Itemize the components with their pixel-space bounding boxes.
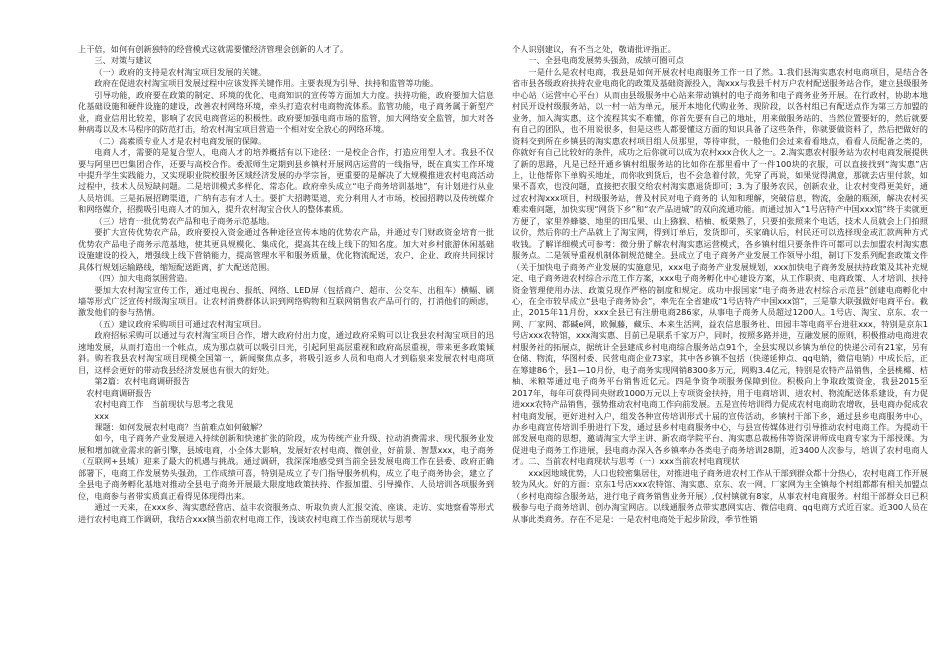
paragraph: 一、全县电商发展势头强劲，成绩可圈可点 <box>528 55 684 66</box>
paragraph: 政府招标采购可以通过与农村淘宝项目合作，增大政府付出力度，通过政府采购可以让我县农村淘宝项目的迅速地发展，从而打造出一个帐点，成为那点就可以吸引日光，引起阿里高层重视和政府高层重视，带来更多政策倾斜。购若我县农村淘宝项目现模全国第一，新闻聚焦点多，将吸引返乡人员和电商人才到临泉来发展农村电商项目，这样会更好的带动我县经济发展也有很大的好处。 <box>78 330 494 375</box>
right-column <box>512 44 928 672</box>
paragraph: 农村电商工作 当前现状与思考之我见 <box>78 399 234 410</box>
paragraph: 三、对策与建议 <box>94 55 152 66</box>
paragraph: 个人识别建议，有不当之处，敬请批评指正。 <box>512 44 676 54</box>
paragraph: 要扩大宣传优势农产品，政府要投入资金通过各种途径宣传本地的优势农产品，并通过专门财政资金培育一批优势农产品电子商务示范基地，使其更具规模化、集成化，提高其在线上线下的知名度。加大对乡村旅游休闲基础设施建设的投入，增强线上线下营销能力，提高管理水平和服务质量，优化物流配送，农户、企业、政府共同探讨具体行规划运输路线，缩短配送距离，扩大配送范围。 <box>78 227 494 272</box>
paragraph: 电商人才，需要的是复合型人，电商人才的培养概括有以下途径：一是校企合作，打造应用型人才。我县不仅要与阿里巴巴集团合作，还要与高校合作。委派师生定期到县乡镇村开展网店运营的一线指导，既在真实工作环境中提升学生实践能力，又实现职业院校服务区域经济发展的办学宗旨，更重要的是解决了大规模推进农村电商活动过程中，技术人员短缺问题。二是培训模式多样化、常态化。政府牵头成立“电子商务培训基地”，有计划进行从业人员培训。三是拓展招聘渠道，广纳有志有才人士。要扩大招聘渠道，充分利用人才市场，校园招聘以及传统媒介和网络媒介，招揽吸引电商人才的加入，提升农村淘宝合伙人的整体素质。 <box>78 147 494 215</box>
paragraph: 第2篇：农村电商调研报告 <box>78 376 190 387</box>
paragraph: （一）政府的支持是农村淘宝项目发展的关键。 <box>94 66 267 77</box>
paragraph: 如今，电子商务产业发展进入持续创新和快速扩张的阶段，成为传统产业升级、拉动消费需求、现代服务业发展和增加就业需求的新引擎，县域电商，小全体大影响，发展好农村电商、微创业，好前景、智慧xxx，电子商务（互联网+县域）迎来了最大的机遇与挑战。通过调研，我深深地感受到当前全县发展电商工作在县委、政府正确部署下，电商工作发展势头强劲，工作成绩可喜，特别是成立了专门指导服务机构，成立了电子商务协会，建立了全县电子商务孵化基地对推动全县电子商务开展最大限度地政策扶持、作报加盟、引导操作、人员培训各项服务到位，电商参与者带实质真正看得见体现得出来。 <box>78 433 494 501</box>
left-column <box>78 44 494 672</box>
paragraph: （五）建议政府采购项目可通过农村淘宝项目。 <box>94 318 267 329</box>
paragraph: 引导功能，政府要在政策的制定、环境的优化、电商知识的宣传等方面加大力度。扶持功能，政府要加大信息化基础设施和硬件设施的建设，改善农村网络环境，牵头打造农村电商物流体系。监管功能，电子商务属于新型产业，商业信用比较差，影响了农民电商营运的积极性。政府要加强电商市场的监管，加大网络安全监管，加大对各种病毒以及木马程序的防范打击，给农村淘宝项目营造一个相对安全放心的网络环境。 <box>78 89 494 135</box>
paragraph: xxx因地域优势，人口也较密集居住，对推进电子商务进农村工作从干部到群众都十分热心，农村电商工作开展较为风火。好的方面：京东1号店xxx农特馆、淘实惠、京东、农一网、厂家网为主全镇每个村组都都有相关加盟点（乡村电商综合服务站，进行电子商务销售业务开展）,仅村镇就有8家，从事农村电商服务。村组干部群众日已积极参与电子商务培训、创办淘宝网店。以线通服务点带实惠网实店、微信电商、qq电商方式近百家。近300人员在从事此类商务。存在不足是：一是农村电商处于起步阶段，季节性销 <box>512 467 928 524</box>
paragraph: 政府在促进农村淘宝项目发展过程中应该发挥关键作用。主要表现为引导、扶持和监管等功能。 <box>94 78 439 89</box>
paragraph: 一是什么是农村电商，我县是如何开展农村电商服务工作一日了然。1.我们县淘实惠农村电商项目，是结合各省市县各级政府扶持农业电商化的政策及基础资源投入，淘xxx与我县千村万户农村配送服务站合作，建立县级服务中心站（运营中心平台）从而由县级服务中心站来带动镇村的电子商务和电子商务业务开展。在行政村，协助本地村民开设村级服务站，以一村一站为单元，展开本地化代购业务、现阶段，以各村组已有配送点作为第三方加盟的业务，加入淘实惠，这个流程其实不难懂，你首先要有自己的地址，用来做服务站的、当然位置要好的，然后就要有自己的团队，也不用说很多，但是这些人都要懂这方面的知识具备了这些条件，你就要做资料了，然后把做好的资料交到所在乡镇县的淘实惠农村项目组人员那里，等待审批，一般他们会过来看看地点，看看人员配备之类的，你就好有自己比较好的条件，成功之后你就可以成为农村xxx合伙人之一。2.淘实惠农村服务站为农村电商发展提供了新的思路，凡是已经开通乡镇村组服务站的比如你在那里看中了一件100块的衣服，可以直接找到“淘实惠”店上，让他帮你下单购买地址，而你收到货后，也不会急着付款，先穿了再说，如果觉得满意，那就去店里付款，如果不喜欢，也没问题，直接把衣服交给农村淘实惠退货即可；3.为了服务农民，创新农业，让农村变得更美好，通过农村淘xxx项目，村级服务站，普及村民对电子商务的 认知和理解，突破信息，物流，金融的瓶颈，解决农村买难卖难问题，加快实现“网货下乡”和“农产品进城”的双向流通功能。而通过加入“1号店特产中国xxx馆”终于卖就更方便了，家里养蜂婆、地里的田瓜果、山上猕猴、桔柚、板栗熟了，只要拍张照来个电话，技术人员就会上门拍照议价，然后你的土产品就上了淘宝网，得到订单后，发货即可，买家确认后，村民还可以选择现金或汇款两种方式收钱。了解详细模式可参考：微分册了解农村淘实惠运营模式，各乡镇村组只要条件许可都可以去加盟农村淘实惠服务点。二是领导重视机制体制规范健全。县成立了电子商务产业发展工作领导小组，制订下发系列配套政策文件（关于加快电子商务产业发展的实施意见，xxx电子商务产业发展规划，xxx加快电子商务发展扶持政策及其补充规定、电子商务进农村综合示范工作方案，xxx电子商务孵化中心建设方案，从工作职责、电商政策、人才培训、扶持资金管理使用办法、政策兑现作严格的制度和规定。成功中报国家“电子商务进农村综合示范县”创建电商孵化中心，在全市较早成立“县电子商务协会”，率先在全省建成“1号店特产中国xxx馆”，三是靠大联强做好电商平台。截止，2015年11月份，xxx全县已有注册电商286家，从事电子商务人员超过1200人。1号店、淘宝、京东、农一网、厂家网、都碱e网，欧佩藤，藏乐、本来生活网，益农信息服务社、田园丰等电商平台进驻xxx，特别是京东1号店xxx农特馆，xxx淘实惠、目前已是联系千家万户，同时，按照多路并进，互融发展的原则，积极推动电商进农村服务社的拓展点，据统计全县建成乡村电商综合服务站点91个，全县实现以乡镇为单位的快递公司有21家，另有仓储、物流，华图村委、民营电商企业73家，其中各乡镇不包括（快递延伸点、qq电销，微信电销）中成长后，正在筹建86个，县1—10月份，电子商务实现网销8300多万元，网购3.4亿元，特别是农特产品销售，全县桃椰、桔柚、米粮等通过电子商务平台销售近亿元。四是争资争项服务保障到位。积极向上争取政策资金，我县2015至2017年，每年可获得同央财政1000万元以上专项资金扶持，用于电商培训、进农村、物流配送体系建设，有力促进xxx农特产品销售，强势推动农村电商工作向前发展。五是宣传培训得力促成农村电商助农增收，县电商办促成农村电商发展，更好进村入户，组发各种宣传培训形式十届的宣传活动，乡镇村干部下乡，通过县乡电商服务中心，办乡电商宣传培训手册进行下发，通过县乡村电商服务中心，与县宣传媒体进行引导推动农村电商工作。为提动干部发展电商的思想，邀请淘宝大学主讲、新农商学院平台、淘实惠总裁杨伟等资深讲师成电商专家为干部授课。为促进电子商务工作进展，县电商办深入各乡镇率办各类电子商务培训28期，近3400人次参与，培训了农村电商人才。二、当前农村电商现状与思考（一）xxx当前农村电商现状 <box>512 66 928 467</box>
paragraph: 农村电商调研报告 <box>78 387 152 398</box>
paragraph: （四）加大电商氛围营造。 <box>94 273 193 284</box>
paragraph: （三）培育一批优势农产品和电子商务示范基地。 <box>94 215 275 226</box>
paragraph: 上干倍，如何有创新独特的经营模式这就需要懂经济管理会创新的人才了。 <box>78 44 349 54</box>
paragraph: xxx <box>78 410 109 421</box>
paragraph: 课题：如何发展农村电商？当前难点如何破解？ <box>94 421 267 432</box>
paragraph: （二）高素质专业人才是农村电商发展的保障。 <box>94 135 267 146</box>
paragraph: 通过一天来，在xxx乡、淘实惠经营店、益丰农资服务点、听取负责人汇报交流、座谈、走访、实地察看等形式进行农村电商工作调研，我结合xxx镇当前农村电商工作，浅谈农村电商工作当前现状与思考 <box>78 502 494 524</box>
paragraph: 要加大农村淘宝宣传工作，通过电视台、报纸、网络、LED屏（包括商户、超市、公交车、出租车）横幅、刷墙等形式广泛宣传村级淘宝项目。让农村消费群体认识到网络购物和互联网销售农产品可行的，打消他们的顾虑，激发他们的参与热情。 <box>78 284 494 318</box>
